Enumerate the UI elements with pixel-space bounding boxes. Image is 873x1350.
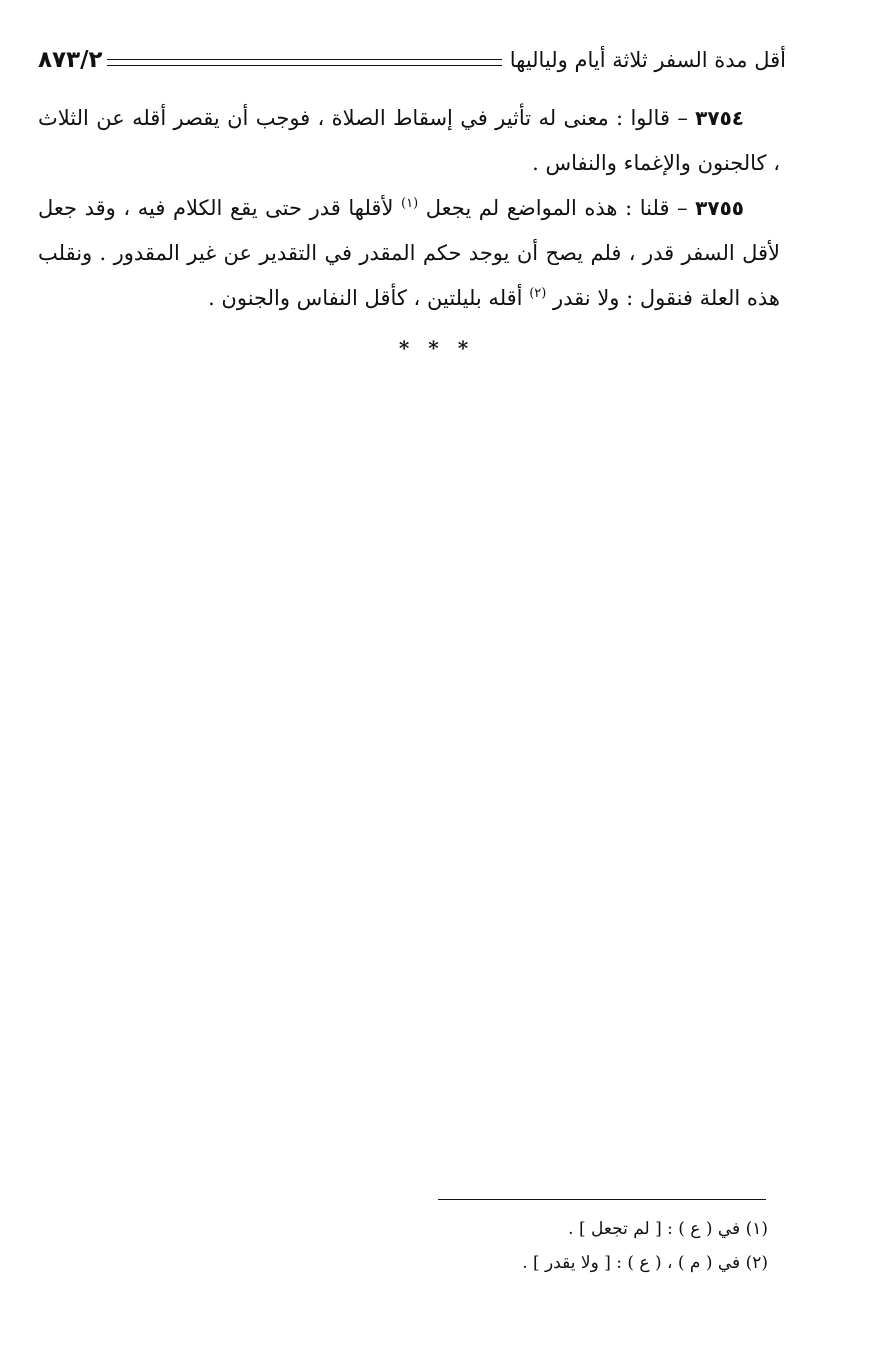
footnote-reference-2: (٢) bbox=[529, 286, 547, 301]
footnotes bbox=[380, 1212, 768, 1280]
paragraph-3754 bbox=[38, 96, 780, 186]
paragraph-3755 bbox=[38, 186, 780, 321]
footnote-2: (٢) في ( م ) ، ( ع ) : [ ولا يقدر ] . bbox=[522, 1253, 768, 1273]
footnote-divider bbox=[438, 1199, 766, 1200]
paragraph-text-part: – قلنا : هذه المواضع لم يجعل bbox=[418, 196, 696, 220]
paragraph-number: ٣٧٥٥ bbox=[695, 196, 744, 220]
section-separator: * * * bbox=[398, 336, 475, 360]
paragraph-text: – قالوا : معنى له تأثير في إسقاط الصلاة ، فوجب أن يقصر أقله عن الثلاث ، كالجنون والإغماء والنفاس . bbox=[38, 106, 780, 175]
running-header bbox=[38, 40, 786, 80]
main-text bbox=[38, 96, 780, 321]
header-double-rule bbox=[107, 59, 502, 66]
footnote-1: (١) في ( ع ) : [ لم تجعل ] . bbox=[568, 1219, 768, 1239]
page-number: ٨٧٣/٢ bbox=[38, 47, 103, 73]
paragraph-text-part: أقله بليلتين ، كأقل النفاس والجنون . bbox=[208, 286, 530, 310]
paragraph-number: ٣٧٥٤ bbox=[695, 106, 744, 130]
header-title: أقل مدة السفر ثلاثة أيام ولياليها bbox=[509, 48, 786, 72]
footnote-reference-1: (١) bbox=[401, 196, 419, 211]
paragraph-text-part: لأقلها قدر حتى يقع الكلام فيه ، وقد جعل لأقل السفر قدر ، فلم يصح أن يوجد حكم المقدر في التقدير عن غير المقدور . ونقلب هذه العلة فنقول : ولا نقدر bbox=[38, 196, 780, 310]
